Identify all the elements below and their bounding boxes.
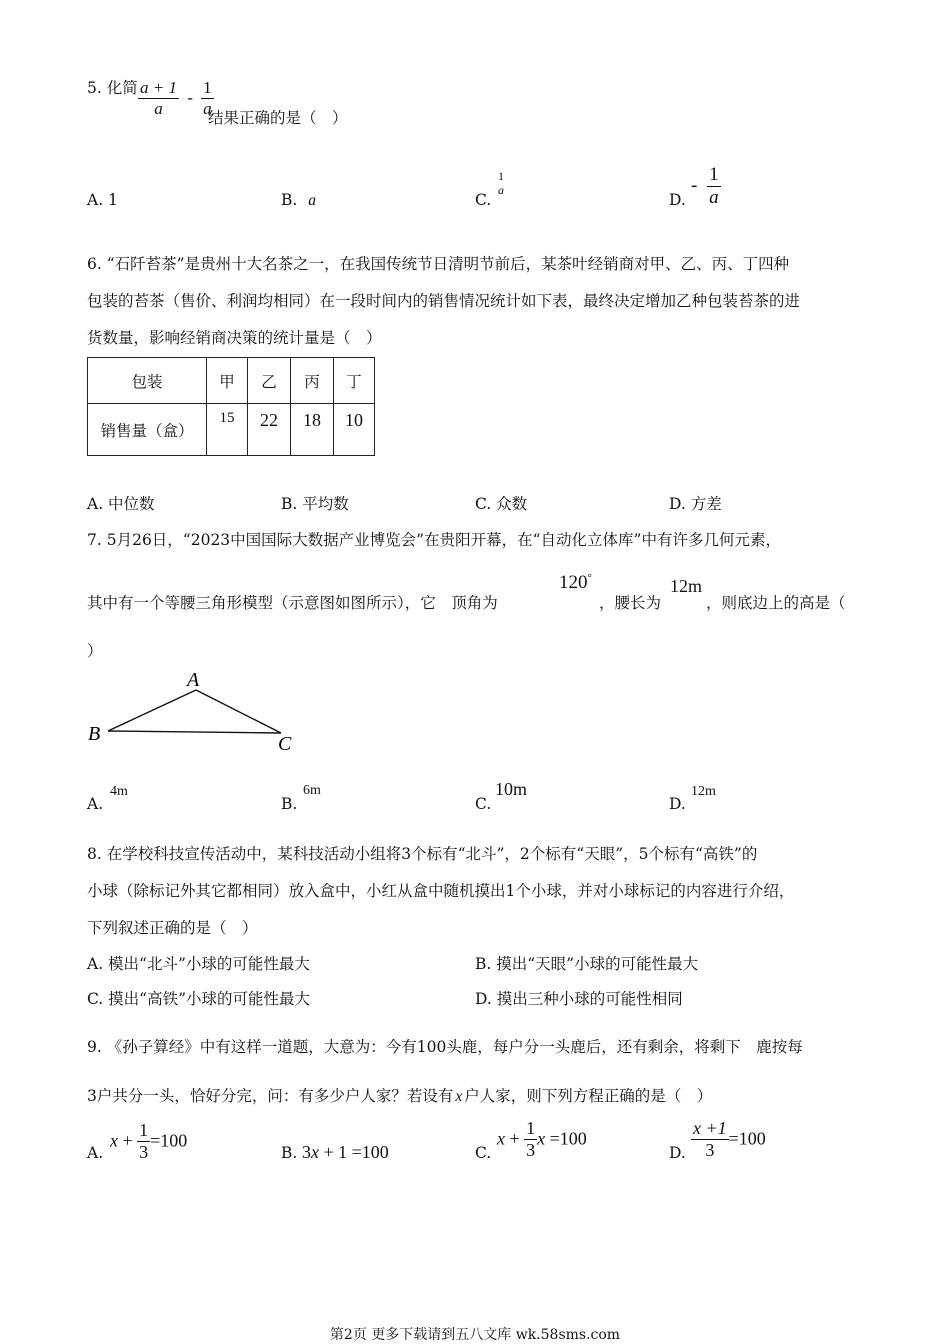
- q5-stem: [87, 78, 138, 100]
- q5-option-c[interactable]: [475, 191, 491, 209]
- q5-fraction-2-denominator: a: [203, 98, 212, 118]
- q5-option-b-label: B.: [281, 191, 298, 209]
- q9-option-c-label: C.: [475, 1144, 492, 1162]
- q7-line-1: 7. 5月26日，“2023中国国际大数据产业博览会”在贵阳开幕，在“自动化立体库”中有许多几何元素，: [87, 531, 781, 549]
- q7-line-3: ）: [87, 642, 103, 660]
- q9-option-b-coefficient: 3: [302, 1142, 311, 1162]
- q7-option-d-value: 12m: [691, 784, 716, 799]
- q5-suffix: 结果正确的是（ ）: [208, 109, 348, 127]
- q9-option-a[interactable]: [87, 1144, 103, 1162]
- q9-line-1: 9. 《孙子算经》中有这样一道题，大意为：今有100头鹿，每户分一头鹿后，还有剩余，将剩下 鹿按每: [87, 1038, 803, 1056]
- q9-option-a-x: x: [110, 1130, 118, 1151]
- q9-option-a-plus: +: [122, 1130, 133, 1151]
- q9-option-c[interactable]: [475, 1144, 491, 1162]
- q5-option-a-label: A.: [87, 191, 104, 209]
- q5-option-d-denominator: a: [709, 186, 719, 208]
- q5-option-c-denominator: a: [498, 182, 504, 197]
- table-cell: 包装: [88, 358, 207, 404]
- q9-option-c-denominator: 3: [526, 1139, 536, 1160]
- q7-option-b-label: B.: [281, 795, 298, 813]
- table-cell: 乙: [248, 358, 291, 404]
- q9-option-c-numerator: 1: [526, 1118, 536, 1138]
- q6-line-1: 6. “石阡苔茶”是贵州十大名茶之一，在我国传统节日清明节前后，某茶叶经销商对甲、乙、丙、丁四种: [87, 255, 790, 273]
- q7-option-b[interactable]: [281, 795, 297, 813]
- table-cell: 10: [334, 404, 375, 456]
- table-cell: 丙: [291, 358, 334, 404]
- q5-option-b[interactable]: [281, 191, 316, 210]
- q9-option-a-label: A.: [87, 1144, 104, 1162]
- q9-option-a-expression: [110, 1120, 187, 1162]
- q9-option-b-label: B.: [281, 1144, 298, 1162]
- q7-length: 12m: [670, 576, 703, 596]
- q5-option-b-value: a: [308, 192, 317, 209]
- q9-variable-x: x: [455, 1088, 463, 1105]
- q6-option-c[interactable]: C. 众数: [475, 495, 528, 513]
- q7-line-2a: 其中有一个等腰三角形模型（示意图如图所示），它 顶角为: [87, 594, 498, 612]
- triangle-side-ac: [196, 690, 281, 733]
- q9-option-b-rest: + 1 =100: [319, 1142, 389, 1162]
- q9-line-2: [87, 1084, 712, 1106]
- q7-option-c-value: 10m: [495, 779, 528, 799]
- q7-option-d[interactable]: [669, 795, 686, 813]
- q5-option-d-expression: [691, 164, 721, 209]
- q9-option-c-plus: +: [509, 1128, 520, 1149]
- table-row: [88, 358, 375, 404]
- triangle-side-ab: [108, 690, 196, 731]
- q9-option-c-x2: x: [537, 1128, 546, 1149]
- q5-expression: [138, 78, 214, 118]
- q9-option-d-expression: [691, 1118, 766, 1160]
- q9-option-c-expression: [497, 1118, 587, 1160]
- vertex-label-b: B: [88, 723, 101, 745]
- q7-option-a-value: 4m: [110, 784, 128, 799]
- q9-option-d-numerator: x +1: [693, 1118, 727, 1138]
- q9-option-b[interactable]: [281, 1144, 297, 1162]
- q5-fraction-1: [138, 78, 179, 118]
- q9-option-a-equals: =100: [150, 1130, 188, 1151]
- q7-line-2b: ，腰长为: [599, 594, 662, 612]
- q8-option-b[interactable]: B. 摸出“天眼”小球的可能性最大: [475, 955, 699, 973]
- table-cell: 15: [207, 404, 248, 456]
- q6-line-3: 货数量，影响经销商决策的统计量是（ ）: [87, 329, 382, 347]
- table-cell: 甲: [207, 358, 248, 404]
- q5-option-c-label: C.: [475, 191, 492, 209]
- q7-option-c-label: C.: [475, 795, 492, 813]
- q9-line-2b: 户人家，则下列方程正确的是（ ）: [464, 1087, 713, 1105]
- q9-option-d-denominator: 3: [691, 1139, 729, 1161]
- q7-line-2c: ，则底边上的高是（: [706, 594, 846, 612]
- q5-fraction-1-denominator: a: [138, 98, 179, 119]
- q5-option-d[interactable]: [669, 191, 686, 209]
- q7-option-d-label: D.: [669, 795, 686, 813]
- vertex-label-c: C: [278, 733, 292, 755]
- q6-sales-table: [87, 357, 375, 456]
- q7-triangle-diagram: [80, 665, 310, 760]
- q8-option-a[interactable]: A. 模出“北斗”小球的可能性最大: [87, 955, 310, 973]
- q5-option-c-fraction: [496, 170, 506, 198]
- q7-degree-symbol: °: [587, 572, 592, 584]
- q9-option-d[interactable]: [669, 1144, 686, 1162]
- table-row: [88, 404, 375, 456]
- table-cell: 销售量（盒）: [88, 404, 207, 456]
- q8-line-1: 8. 在学校科技宣传活动中，某科技活动小组将3个标有“北斗”，2个标有“天眼”，5个标有“高铁”的: [87, 845, 758, 863]
- q5-option-d-minus: -: [691, 175, 698, 197]
- q5-option-d-numerator: 1: [709, 164, 719, 185]
- triangle-base-bc: [108, 731, 281, 733]
- q9-line-2a: 3户共分一头，恰好分完，问：有多少户人家？若设有: [87, 1087, 454, 1105]
- q5-fraction-1-numerator: a + 1: [140, 78, 177, 97]
- table-cell: 18: [291, 404, 334, 456]
- q6-line-2: 包装的苔茶（售价、利润均相同）在一段时间内的销售情况统计如下表，最终决定增加乙种包装苔茶的进: [87, 292, 801, 310]
- q9-option-b-expression: [302, 1142, 389, 1163]
- q7-option-c[interactable]: [475, 795, 491, 813]
- q5-option-a-value: 1: [108, 191, 118, 209]
- q7-option-a-label: A.: [87, 795, 104, 813]
- q8-option-d[interactable]: D. 摸出三种小球的可能性相同: [475, 990, 683, 1008]
- q5-option-c-numerator: 1: [498, 169, 504, 183]
- q6-option-b[interactable]: B. 平均数: [281, 495, 349, 513]
- page-footer: 第2页 更多下载请到五八文库 wk.58sms.com: [329, 1327, 621, 1343]
- q9-option-b-x: x: [311, 1142, 319, 1162]
- q7-angle-value: 120: [559, 572, 588, 593]
- table-cell: 22: [248, 404, 291, 456]
- q7-option-b-value: 6m: [303, 783, 321, 798]
- q9-option-d-label: D.: [669, 1144, 686, 1162]
- q7-angle: [559, 572, 592, 594]
- q5-prefix: 5. 化简: [87, 79, 138, 97]
- q9-option-c-equals: =100: [545, 1128, 587, 1149]
- table-cell: 丁: [334, 358, 375, 404]
- q8-line-2: 小球（除标记外其它都相同）放入盒中，小红从盒中随机摸出1个小球，并对小球标记的内容进行介绍，: [87, 882, 795, 900]
- q9-option-a-denominator: 3: [139, 1141, 149, 1162]
- q5-fraction-2-numerator: 1: [203, 78, 212, 97]
- q9-option-a-numerator: 1: [139, 1120, 149, 1140]
- q6-option-a[interactable]: A. 中位数: [87, 495, 155, 513]
- q6-option-d[interactable]: D. 方差: [669, 495, 722, 513]
- q9-option-d-equals: =100: [728, 1128, 766, 1149]
- vertex-label-a: A: [187, 669, 200, 691]
- q8-option-c[interactable]: C. 摸出“高铁”小球的可能性最大: [87, 990, 311, 1008]
- q8-line-3: 下列叙述正确的是（ ）: [87, 919, 258, 937]
- q9-option-c-x: x: [497, 1128, 505, 1149]
- q5-option-d-label: D.: [669, 191, 686, 209]
- q5-minus: -: [187, 88, 193, 108]
- q5-option-a[interactable]: [87, 191, 118, 209]
- q7-option-a[interactable]: [87, 795, 103, 813]
